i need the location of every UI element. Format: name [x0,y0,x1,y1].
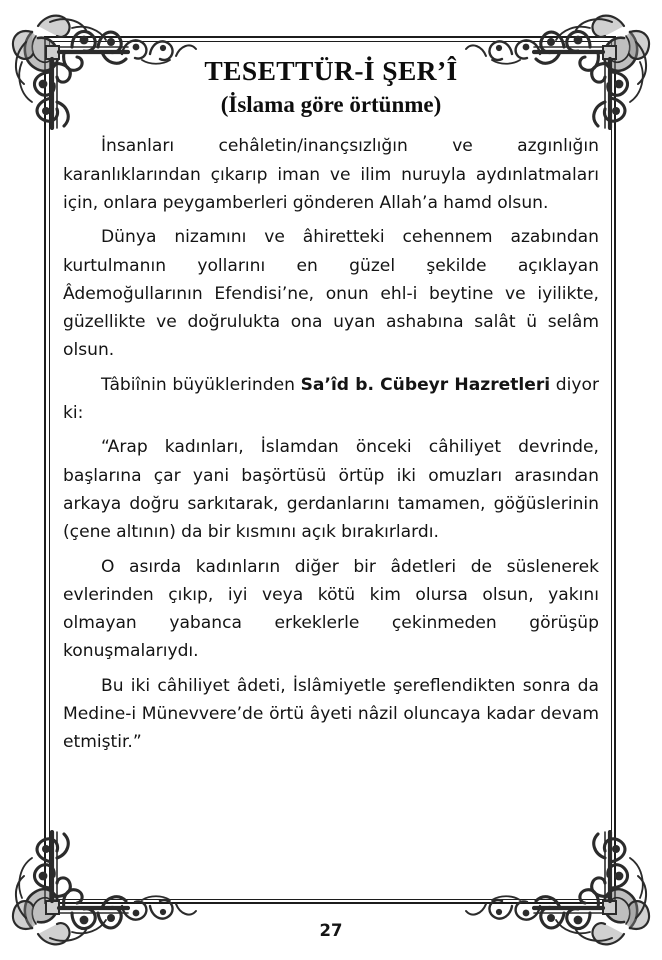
paragraph-3-tail: diyor ki: [63,374,599,424]
paragraph-5: O asırda kadınların diğer bir âdetleri de süslenerek evlerinden çıkıp, iyi veya kötü kim olursa olsun, yakını olmayan yabanca erkeklerle çekinmeden görüşüp konuşmalarıydı. [63,556,599,662]
paragraph-3 [63,371,599,428]
title-subtitle: (İslama göre örtünme) [220,91,442,117]
paragraph-3-lead: Tâbiînin büyüklerinden [101,374,301,395]
page-number: 27 [319,921,343,940]
paragraph-1: İnsanları cehâletin/inançsızlığın ve azgınlığın karanlıklarından çıkarıp iman ve ilim nuruyla aydınlatmaları için, onlara peygamberleri gönderen Allah’a hamd olsun. [63,136,599,213]
paragraph-4: “Arap kadınları, İslamdan önceki câhiliyet devrinde, başlarına çar yani başörtüsü örtüp iki omuzları arasından arkaya doğru sarkıtarak, gerdanlarını tamamen, göğüslerinin (çene altının) da bir kısmını açık bırakırlardı. [63,437,599,543]
title-main: TESETTÜR-İ ŞER’Î [204,55,458,86]
page-title [63,56,599,118]
page-content [63,56,599,757]
narrator-name: Sa’îd b. Cübeyr Hazretleri [300,374,551,395]
body-text [63,132,599,756]
paragraph-2: Dünya nizamını ve âhiretteki cehennem azabından kurtulmanın yollarını en güzel şekilde açıklayan Âdemoğullarının Efendisi’ne, onun ehl-i beytine ve iyilikte, güzellikte ve doğrulukta ona uyan ashabına salât ü selâm olsun. [63,227,599,361]
paragraph-6: Bu iki câhiliyet âdeti, İslâmiyetle şereflendikten sonra da Medine-i Münevvere’de örtü âyeti nâzil oluncaya kadar devam etmiştir.” [63,675,599,753]
